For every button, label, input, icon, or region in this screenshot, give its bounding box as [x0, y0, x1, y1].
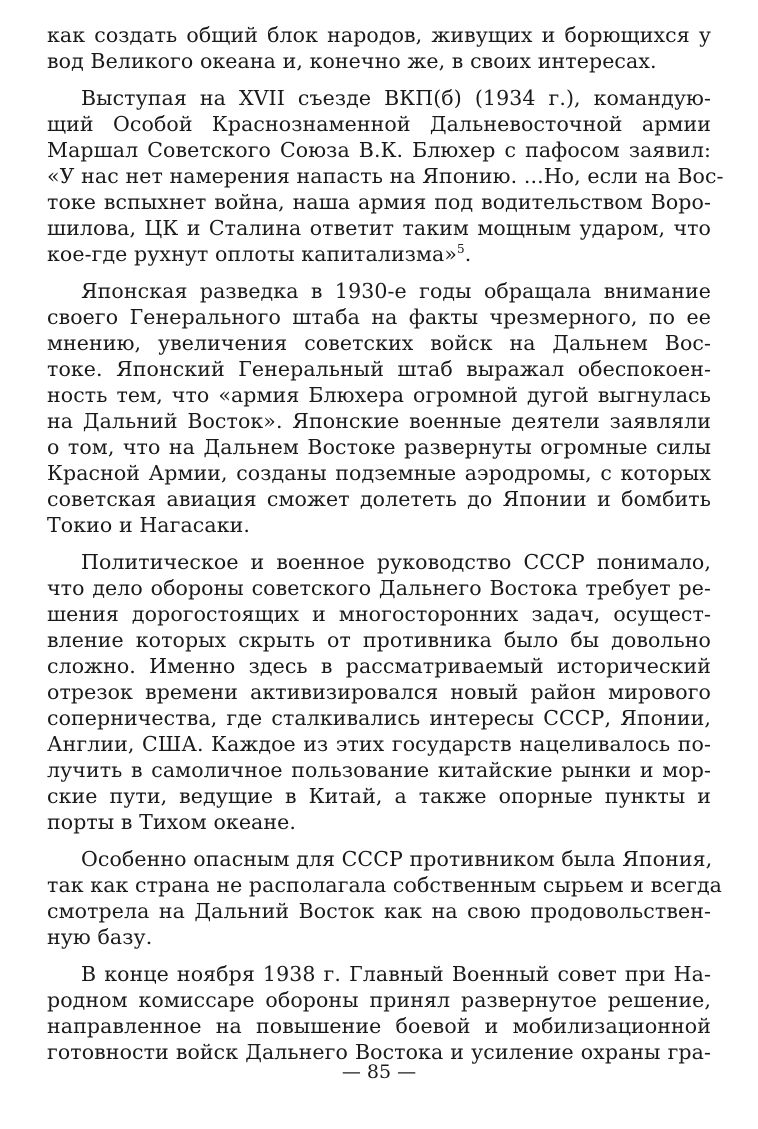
text-line: Выступая на XVII съезде ВКП(б) (1934 г.), командую-	[81, 86, 711, 110]
text-line: родном комиссаре обороны принял развернутое решение,	[47, 988, 711, 1012]
text-line: ские пути, ведущие в Китай, а также опорные пункты и	[47, 784, 711, 808]
text-line: направленное на повышение боевой и мобилизационной	[47, 1014, 711, 1038]
text-line: ную базу.	[47, 925, 153, 949]
paragraph	[47, 961, 711, 1065]
footnote-marker[interactable]: 5	[457, 242, 465, 257]
text-line: советская авиация сможет долететь до Японии и бомбить	[47, 487, 711, 511]
text-line: о том, что на Дальнем Востоке развернуты огромные силы	[47, 435, 711, 459]
paragraph	[47, 278, 711, 538]
text-line: Особенно опасным для СССР противником была Япония,	[81, 847, 713, 871]
page-body	[47, 22, 724, 1076]
text-line: Маршал Советского Союза В.К. Блюхер с пафосом заявил:	[47, 138, 711, 162]
page-number: — 85 —	[341, 1061, 417, 1083]
text-line: ность тем, что «армия Блюхера огромной дугой выгнулась	[47, 383, 711, 407]
text-line: шения дорогостоящих и многосторонних задач, осущест-	[47, 602, 711, 626]
text-line: смотрела на Дальний Восток как на свою продовольствен-	[47, 899, 711, 923]
text-line: своего Генерального штаба на факты чрезмерного, по ее	[47, 305, 711, 329]
text-line: Красной Армии, созданы подземные аэродромы, с которых	[47, 461, 711, 485]
text-line: лучить в самоличное пользование китайские рынки и мор-	[47, 758, 711, 782]
paragraph	[47, 85, 724, 267]
text-line: «У нас нет намерения напасть на Японию. ...Но, если на Вос-	[47, 164, 724, 188]
text-line: Англии, США. Каждое из этих государств нацеливалось по-	[47, 732, 711, 756]
text-line	[47, 241, 711, 267]
paragraph	[47, 22, 711, 74]
text-line: готовности войск Дальнего Востока и усиление охраны гра-	[47, 1040, 711, 1064]
text-line: отрезок времени активизировался новый район мирового	[47, 680, 711, 704]
text-line: токе. Японский Генеральный штаб выражал обеспокоен-	[47, 357, 711, 381]
text-line: порты в Тихом океане.	[47, 810, 296, 834]
text-line: Японская разведка в 1930-е годы обращала внимание	[81, 279, 711, 303]
text-line: токе вспыхнет война, наша армия под водительством Воро-	[47, 190, 711, 214]
text-line: так как страна не располагала собственным сырьем и всегда	[47, 873, 722, 897]
paragraph	[47, 846, 722, 950]
text-line: В конце ноября 1938 г. Главный Военный совет при На-	[81, 962, 711, 986]
sentence-end: .	[464, 242, 472, 266]
text-line: как создать общий блок народов, живущих и борющихся у	[47, 23, 711, 47]
text-line: на Дальний Восток». Японские военные деятели заявляли	[47, 409, 711, 433]
paragraph	[47, 549, 711, 835]
text-line: вление которых скрыть от противника было бы довольно	[47, 628, 711, 652]
text-line-content: кое-где рухнут оплоты капитализма»	[47, 242, 457, 266]
text-line: Токио и Нагасаки.	[47, 513, 250, 537]
text-line: соперничества, где сталкивались интересы СССР, Японии,	[47, 706, 711, 730]
text-line: шилова, ЦК и Сталина ответит таким мощным ударом, что	[47, 216, 711, 240]
text-line: мнению, увеличения советских войск на Дальнем Вос-	[47, 331, 711, 355]
text-line: Политическое и военное руководство СССР понимало,	[81, 550, 711, 574]
text-line: что дело обороны советского Дальнего Востока требует ре-	[47, 576, 711, 600]
text-line: щий Особой Краснознаменной Дальневосточной армии	[47, 112, 711, 136]
text-line: вод Великого океана и, конечно же, в своих интересах.	[47, 49, 657, 73]
text-line: сложно. Именно здесь в рассматриваемый исторический	[47, 654, 711, 678]
